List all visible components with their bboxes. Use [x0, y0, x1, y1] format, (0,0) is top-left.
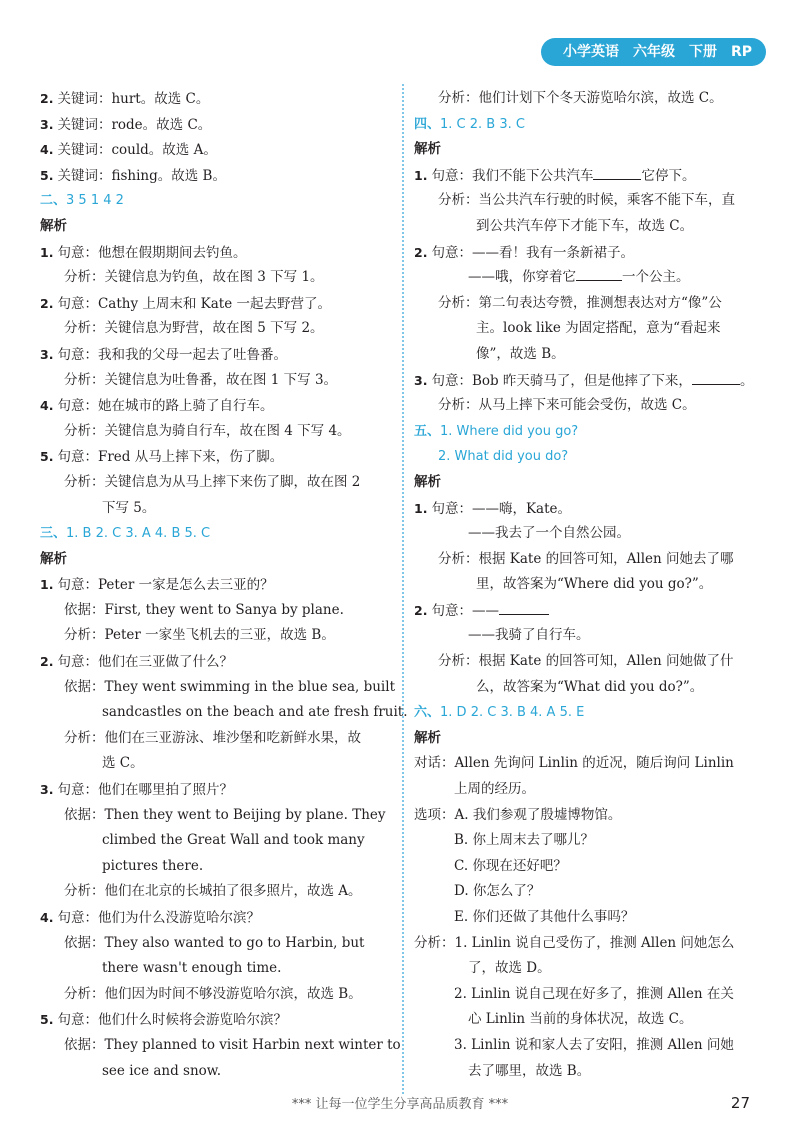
- section-5-answers: 五、1. Where did you go?: [414, 423, 579, 439]
- section-5-answer-2: 2. What did you do?: [438, 449, 569, 465]
- item-analysis: 分析：关键信息为野营，故在图 5 下写 2。: [64, 320, 324, 337]
- analysis-heading: 解析: [414, 729, 441, 746]
- item-meaning: 1. 句意：我们不能下公共汽车 它停下。: [414, 163, 762, 189]
- item-meaning: 3. 句意：我和我的父母一起去了吐鲁番。: [40, 346, 287, 363]
- answer-blank: [692, 370, 740, 385]
- answer-blank: [499, 600, 549, 615]
- item-analysis: 2. Linlin 说自己现在好多了，推测 Allen 在关: [454, 985, 734, 1002]
- item-basis: 依据：They also wanted to go to Harbin, but: [64, 934, 365, 951]
- item-analysis-cont: 里，故答案为“Where did you go?”。: [476, 576, 713, 593]
- item-meaning: 3. 句意：Bob 昨天骑马了，但是他摔了下来， 。: [414, 368, 762, 394]
- header-badge: [541, 38, 766, 66]
- item-basis-cont: pictures there.: [102, 857, 204, 874]
- item-analysis: 分析：第二句表达夸赞，推测想表达对方“像”公: [438, 294, 722, 311]
- item-basis: 依据：They planned to visit Harbin next winter to: [64, 1036, 401, 1053]
- subject-label: 小学英语: [562, 44, 619, 60]
- item-meaning: 2. 句意：——看！我有一条新裙子。: [414, 244, 634, 261]
- item-analysis: 3. Linlin 说和家人去了安阳，推测 Allen 问她: [454, 1036, 734, 1053]
- item-analysis: 分析：他们在三亚游泳、堆沙堡和吃新鲜水果，故: [64, 729, 361, 746]
- item-meaning: 1. 句意：Peter 一家是怎么去三亚的？: [40, 577, 274, 594]
- item-analysis: 分析：关键信息为钓鱼，故在图 3 下写 1。: [64, 269, 324, 286]
- analysis-heading: 解析: [40, 217, 67, 234]
- item-meaning: 5. 句意：Fred 从马上摔下来，伤了脚。: [40, 449, 284, 466]
- item-meaning: 5. 句意：他们什么时候将会游览哈尔滨？: [40, 1012, 287, 1029]
- option-c: C. 你现在还好吧？: [454, 857, 567, 874]
- item-basis-cont: climbed the Great Wall and took many: [102, 832, 365, 849]
- item-basis: 依据：First, they went to Sanya by plane.: [64, 601, 344, 618]
- item-basis-cont: there wasn't enough time.: [102, 960, 282, 977]
- item-analysis: 分析：他们在北京的长城拍了很多照片，故选 A。: [64, 883, 362, 900]
- item-meaning-cont: ——我去了一个自然公园。: [468, 525, 630, 542]
- right-column: [414, 86, 762, 1084]
- answer-line: 3. 关键词：rode。故选 C。: [40, 116, 212, 133]
- item-meaning: 2. 句意：Cathy 上周末和 Kate 一起去野营了。: [40, 295, 331, 312]
- answer-line: 5. 关键词：fishing。故选 B。: [40, 167, 226, 184]
- column-divider: [402, 84, 404, 1094]
- item-meaning: 3. 句意：他们在哪里拍了照片？: [40, 782, 233, 799]
- item-analysis: 分析：从马上摔下来可能会受伤，故选 C。: [438, 397, 696, 414]
- dialogue-summary: 对话：Allen 先询问 Linlin 的近况，随后询问 Linlin: [414, 755, 734, 772]
- item-analysis-cont: 了，故选 D。: [468, 960, 551, 977]
- item-analysis-cont: 到公共汽车停下才能下车，故选 C。: [476, 217, 694, 234]
- term-label: 下册: [688, 44, 717, 60]
- item-meaning: 2. 句意：他们在三亚做了什么？: [40, 654, 233, 671]
- grade-label: 六年级: [632, 44, 675, 60]
- option-e: E. 你们还做了其他什么事吗？: [454, 909, 635, 925]
- item-basis-cont: sandcastles on the beach and ate fresh fruit.: [102, 704, 408, 721]
- section-2-answers: 二、3 5 1 4 2: [40, 193, 124, 209]
- item-analysis: 分析：根据 Kate 的回答可知，Allen 问她做了什: [438, 653, 734, 670]
- answer-line: 2. 关键词：hurt。故选 C。: [40, 91, 210, 107]
- item-analysis: 分析：关键信息为骑自行车，故在图 4 下写 4。: [64, 422, 351, 439]
- item-analysis-cont: 么，故答案为“What did you do?”。: [476, 678, 704, 695]
- item-meaning: 1. 句意：——嗨，Kate。: [414, 500, 572, 517]
- answer-blank: [593, 165, 641, 180]
- option-b: B. 你上周末去了哪儿？: [454, 832, 595, 849]
- edition-label: RP: [730, 44, 752, 60]
- item-basis-cont: see ice and snow.: [102, 1062, 222, 1079]
- item-analysis-cont: 心 Linlin 当前的身体状况，故选 C。: [468, 1011, 693, 1028]
- dialogue-summary-cont: 上周的经历。: [454, 781, 535, 798]
- item-analysis-cont: 去了哪里，故选 B。: [468, 1062, 591, 1079]
- section-4-answers: 四、1. C 2. B 3. C: [414, 116, 525, 132]
- item-analysis: 分析：1. Linlin 说自己受伤了，推测 Allen 问她怎么: [414, 934, 735, 951]
- item-meaning: 4. 句意：他们为什么没游览哈尔滨？: [40, 910, 260, 926]
- item-analysis: 分析：关键信息为从马上摔下来伤了脚，故在图 2: [64, 473, 361, 490]
- answer-blank: [576, 266, 622, 281]
- item-basis: 依据：They went swimming in the blue sea, built: [64, 678, 395, 695]
- item-analysis-cont: 像”，故选 B。: [476, 345, 565, 362]
- item-analysis-cont: 主。look like 为固定搭配，意为“看起来: [476, 320, 721, 337]
- analysis-heading: 解析: [414, 473, 441, 490]
- page-number: 27: [730, 1094, 750, 1112]
- item-meaning-cont: ——哦，你穿着它 一个公主。: [414, 265, 762, 291]
- option-d: D. 你怎么了？: [454, 883, 541, 900]
- item-analysis: 分析：他们因为时间不够没游览哈尔滨，故选 B。: [64, 985, 362, 1002]
- section-3-answers: 三、1. B 2. C 3. A 4. B 5. C: [40, 526, 211, 542]
- left-column: [40, 86, 408, 1084]
- item-analysis: 分析：根据 Kate 的回答可知，Allen 问她去了哪: [438, 550, 734, 567]
- item-meaning-cont: ——我骑了自行车。: [468, 627, 590, 644]
- analysis-heading: 解析: [414, 141, 441, 158]
- item-analysis: 分析：关键信息为吐鲁番，故在图 1 下写 3。: [64, 371, 338, 388]
- footer-slogan: *** 让每一位学生分享高品质教育 ***: [291, 1097, 509, 1112]
- item-analysis: 分析：Peter 一家坐飞机去的三亚，故选 B。: [64, 627, 335, 644]
- item-meaning: 4. 句意：她在城市的路上骑了自行车。: [40, 398, 274, 415]
- item-analysis-cont: 选 C。: [102, 755, 144, 772]
- item-meaning: 1. 句意：他想在假期期间去钓鱼。: [40, 244, 247, 261]
- item-analysis-cont: 下写 5。: [102, 499, 156, 516]
- item-analysis: 分析：当公共汽车行驶的时候，乘客不能下车，直: [438, 192, 735, 209]
- section-6-answers: 六、1. D 2. C 3. B 4. A 5. E: [414, 705, 585, 721]
- option-a: 选项：A. 我们参观了殷墟博物馆。: [414, 806, 622, 823]
- item-basis: 依据：Then they went to Beijing by plane. They: [64, 806, 386, 823]
- item-meaning: 2. 句意：——: [414, 598, 762, 624]
- analysis-heading: 解析: [40, 550, 67, 567]
- answer-line: 4. 关键词：could。故选 A。: [40, 142, 217, 159]
- item-analysis: 分析：他们计划下个冬天游览哈尔滨，故选 C。: [438, 90, 723, 106]
